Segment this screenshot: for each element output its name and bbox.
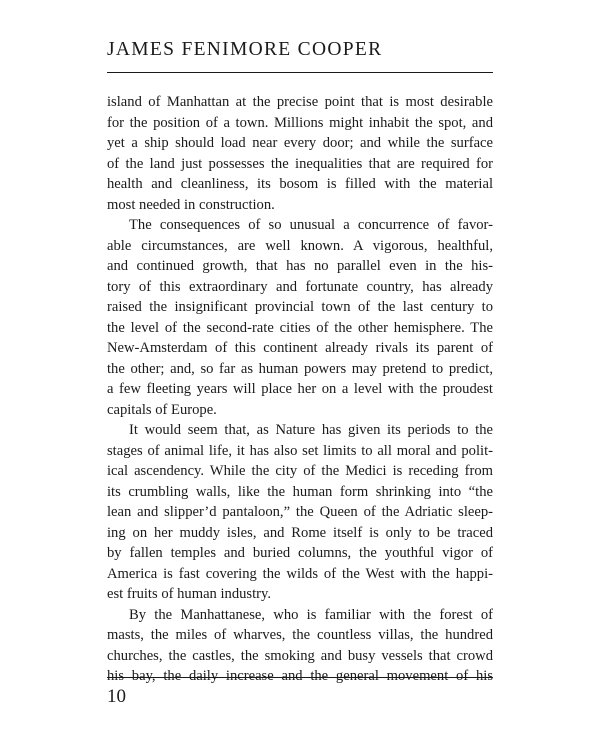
text-line: It would seem that, as Nature has given its periods to the [129, 422, 493, 438]
text-line: ical ascendency. While the city of the Medici is receding from [107, 463, 493, 479]
text-line: churches, the castles, the smoking and busy vessels that crowd [107, 647, 493, 664]
text-line: The consequences of so unusual a concurrence of favor- [129, 217, 493, 233]
text-line: capitals of Europe. [107, 401, 217, 418]
text-line: for the position of a town. Millions might inhabit the spot, and [107, 114, 493, 131]
footer-rule [107, 677, 493, 678]
text-line: health and cleanliness, its bosom is filled with the material [107, 176, 493, 192]
text-line: most needed in construction. [107, 196, 275, 213]
text-line: masts, the miles of wharves, the countless villas, the hundred [107, 627, 493, 643]
text-line: tory of this extraordinary and fortunate country, has already [107, 278, 493, 295]
paragraph [107, 420, 493, 605]
paragraph [107, 215, 493, 420]
text-line: est fruits of human industry. [107, 586, 272, 602]
text-line: island of Manhattan at the precise point that is most desirable [107, 94, 493, 110]
text-line: yet a ship should load near every door; and while the surface [107, 135, 493, 151]
body-text [107, 92, 493, 687]
text-line: ing on her muddy isles, and Rome itself is only to be traced [107, 524, 493, 541]
running-head: JAMES FENIMORE COOPER [107, 39, 383, 60]
text-line: America is fast covering the wilds of the West with the happi- [107, 565, 493, 582]
text-line: and continued growth, that has no parallel even in the his- [107, 258, 493, 274]
text-line: able circumstances, are well known. A vigorous, healthful, [107, 237, 493, 254]
text-line: by fallen temples and buried columns, the youthful vigor of [107, 545, 493, 561]
text-line: its crumbling walls, like the human form shrinking into “the [107, 483, 493, 500]
text-line: lean and slipper’d pantaloon,” the Queen of the Adriatic sleep- [107, 504, 493, 520]
text-line: his bay, the daily increase and the general movement of his [107, 668, 493, 684]
text-line: a few fleeting years will place her on a level with the proudest [107, 381, 493, 397]
text-line: the other; and, so far as human powers may pretend to predict, [107, 360, 493, 377]
text-line: the level of the second-rate cities of the other hemisphere. The [107, 319, 493, 336]
text-line: By the Manhattanese, who is familiar with the forest of [129, 606, 493, 623]
paragraph [107, 92, 493, 215]
text-line: New-Amsterdam of this continent already rivals its parent of [107, 340, 493, 356]
page-number: 10 [107, 686, 126, 707]
text-line: raised the insignificant provincial town of the last century to [107, 299, 493, 315]
text-line: stages of animal life, it has also set limits to all moral and polit- [107, 442, 493, 459]
paragraph [107, 605, 493, 687]
text-line: of the land just possesses the inequalities that are required for [107, 155, 493, 172]
header-rule [107, 72, 493, 73]
